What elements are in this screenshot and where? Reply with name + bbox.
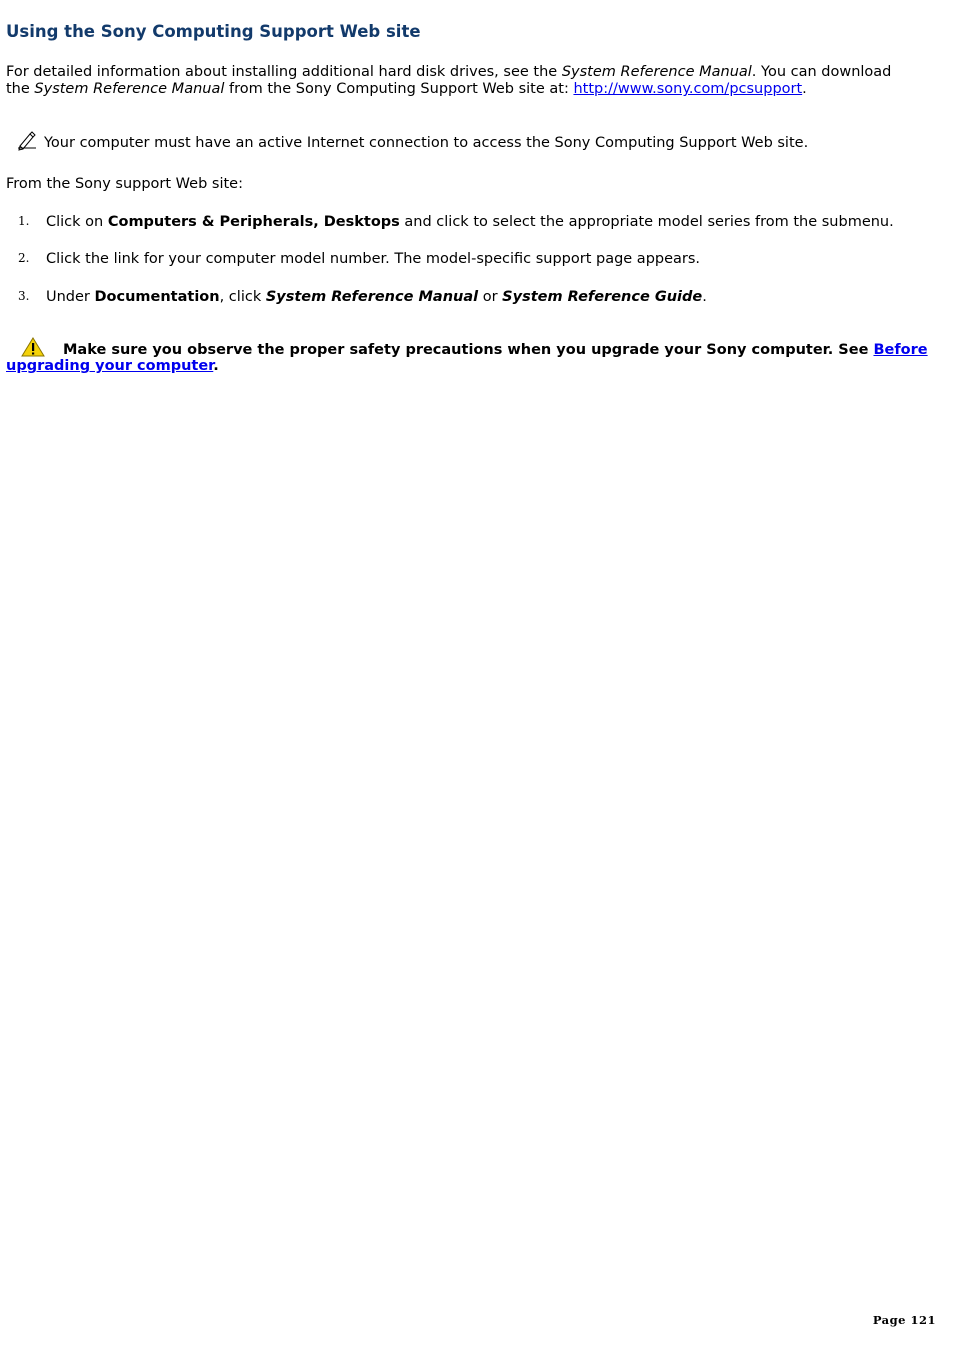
intro-paragraph-line-2 [6,81,807,98]
note-text: Your computer must have an active Internet connection to access the Sony Computing Support Web site. [44,135,809,151]
page-number: Page 121 [872,1313,936,1327]
step-3-text [46,289,707,306]
intro-text: the [6,81,35,97]
intro-paragraph-line-1 [6,64,891,81]
step-number: 3. [18,289,30,303]
intro-text: from the Sony Computing Support Web site at: [224,81,574,97]
warning-text-line-1 [63,342,928,359]
intro-text: . [802,81,807,97]
warning-text: . [213,358,219,374]
guide-title-bold-italic: System Reference Guide [502,289,703,305]
step-text: , click [219,289,266,305]
step-2-text [46,251,700,268]
step-number: 1. [18,214,30,228]
step-1-text [46,214,894,231]
intro-text: For detailed information about installing additional hard disk drives, see the [6,64,562,80]
step-text: Click on [46,214,108,230]
step-text: or [478,289,503,305]
warning-icon [21,337,45,357]
step-text: . [702,289,707,305]
documentation-bold: Documentation [94,289,220,305]
page-title: Using the Sony Computing Support Web site [6,22,421,41]
note-pencil-icon [16,131,40,151]
before-upgrading-link-cont[interactable]: upgrading your computer [6,358,214,374]
warning-text: Make sure you observe the proper safety precautions when you upgrade your Sony computer. See [63,342,874,358]
step-number: 2. [18,251,30,265]
step-text: and click to select the appropriate model series from the submenu. [399,214,894,230]
step-text: Under [46,289,95,305]
warning-text-line-2 [6,358,219,375]
lead-text: From the Sony support Web site: [6,176,243,192]
menu-path-bold: Computers & Peripherals, Desktops [107,214,400,230]
manual-title-italic: System Reference Manual [34,81,225,97]
step-text: Click the link for your computer model number. The model-specific support page appears. [46,251,701,267]
before-upgrading-link[interactable]: Before [873,342,928,358]
manual-title-italic: System Reference Manual [561,64,752,80]
pcsupport-link[interactable]: http://www.sony.com/pcsupport [573,81,803,97]
manual-title-bold-italic: System Reference Manual [265,289,479,305]
intro-text: . You can download [751,64,892,80]
